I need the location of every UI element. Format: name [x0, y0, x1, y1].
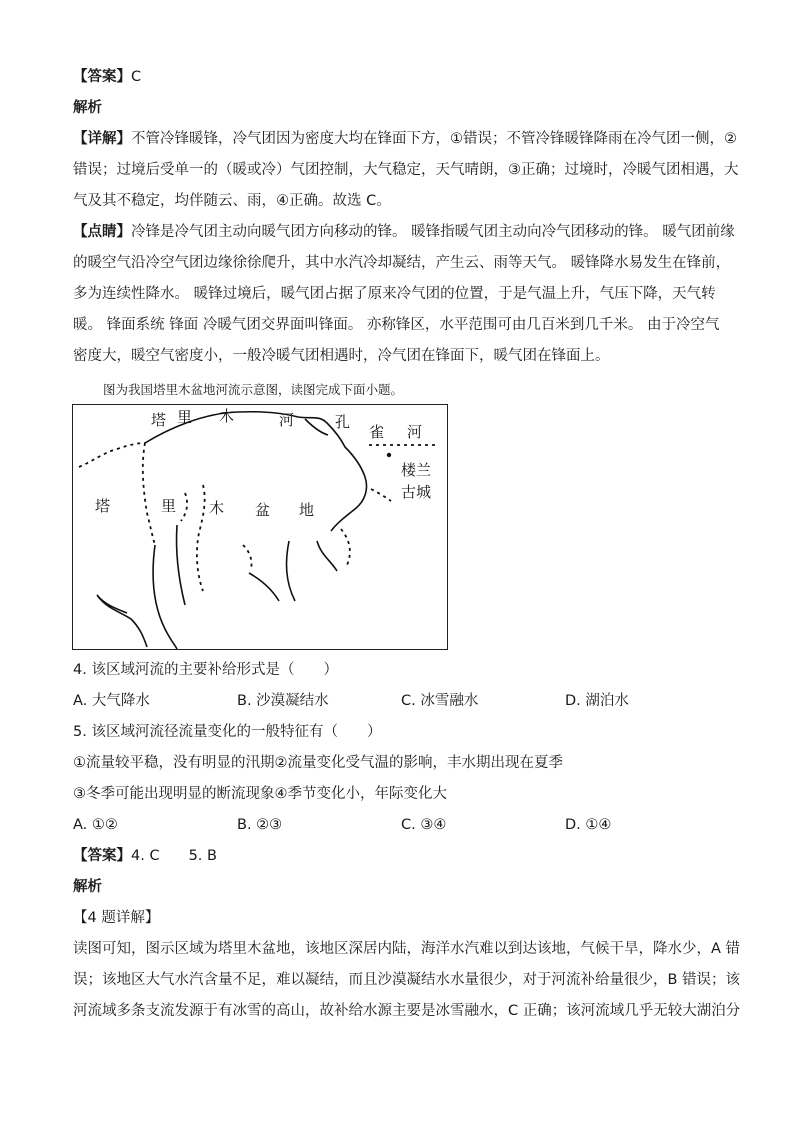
- analysis-label: 解析: [73, 100, 102, 116]
- answer-block-2: [73, 841, 741, 1027]
- tip-line: 的暖空气沿冷空气团边缘徐徐爬升，其中水汽冷却凝结，产生云、雨等天气。 暖锋降水易发生在锋前，: [73, 255, 731, 271]
- tip-line: 暖。 锋面系统 锋面 冷暖气团交界面叫锋面。 亦称锋区，水平范围可由几百米到几千米。 由于冷空气: [73, 317, 720, 333]
- southern-river-3: [176, 525, 185, 605]
- detail-tag: 【详解】: [73, 131, 131, 147]
- detail-line: 气及其不稳定，均伴随云、雨，④正确。故选 C。: [73, 193, 391, 209]
- river-lines: [73, 405, 447, 649]
- question-5-statement-1: ①流量较平稳，没有明显的汛期②流量变化受气温的影响，丰水期出现在夏季: [73, 755, 563, 771]
- question-4-options: [73, 686, 733, 717]
- analysis-label-2: 解析: [73, 879, 102, 895]
- answer-line: [73, 62, 723, 93]
- question-5-stem: 5. 该区域河流径流量变化的一般特征有（ ）: [73, 724, 382, 740]
- detail-4-line: 误；该地区大气水汽含量不足，难以凝结，而且沙漠凝结水水量很少，对于河流补给量很少，B 错误；该: [73, 972, 741, 988]
- question-5-statement-2: ③冬季可能出现明显的断流现象④季节变化小，年际变化大: [73, 786, 447, 802]
- dashed-river-hotan: [197, 485, 205, 591]
- tip-text: 冷锋是冷气团主动向暖气团方向移动的锋。 暖锋指暖气团主动向冷气团移动的锋。 暖气团前缘: [131, 224, 735, 240]
- answer-value: C: [131, 69, 142, 85]
- detail-4-line: 读图可知，图示区域为塔里木盆地，该地区深居内陆，海洋水汽难以到达该地，气候干旱，降水少，A 错: [73, 941, 741, 957]
- dashed-river-south-2: [341, 529, 350, 565]
- tarim-basin-map: [72, 404, 448, 650]
- detail-line: [73, 124, 737, 155]
- question-4: [73, 655, 733, 717]
- label-di: 地: [299, 501, 315, 519]
- loulan-marker: [387, 453, 391, 457]
- label-mu-2: 木: [209, 499, 225, 517]
- q4-option-c: C. 冰雪融水: [401, 693, 479, 709]
- label-he-2: 河: [407, 423, 423, 441]
- question-5-options: [73, 810, 733, 841]
- q4-option-b: B. 沙漠凝结水: [237, 693, 329, 709]
- tip-line: [73, 217, 735, 248]
- q5-option-d: D. ①④: [565, 817, 612, 833]
- southern-river-6: [317, 541, 337, 571]
- dashed-river-northwest: [79, 443, 145, 467]
- question-5: [73, 717, 733, 841]
- dashed-river-south-1: [243, 545, 252, 569]
- detail-line: 错误；过境后受单一的（暖或冷）气团控制，大气稳定，天气晴朗，③正确；过境时，冷暖气团相遇，大: [73, 162, 739, 178]
- dashed-river-west: [143, 443, 155, 545]
- label-mu-1: 木: [219, 407, 235, 425]
- tip-line: 密度大，暖空气密度小，一般冷暖气团相遇时，冷气团在锋面下，暖气团在锋面上。: [73, 348, 610, 364]
- label-he-1: 河: [279, 411, 295, 429]
- sub-detail-tag: 【4 题详解】: [73, 910, 160, 926]
- question-4-stem: 4. 该区域河流的主要补给形式是（ ）: [73, 662, 338, 678]
- analysis-line: [73, 93, 723, 124]
- analysis-line-2: [73, 872, 733, 903]
- detail-4-line: 河流域多条支流发源于有冰雪的高山，故补给水源主要是冰雪融水，C 正确；该河流域几乎无较大湖泊分: [73, 1003, 741, 1019]
- southern-river-2: [153, 545, 177, 649]
- label-li-2: 里: [161, 497, 177, 515]
- label-ta-1: 塔: [151, 411, 167, 429]
- q4-option-a: A. 大气降水: [73, 693, 150, 709]
- dashed-river-east: [371, 489, 391, 501]
- answer-tag: 【答案】: [73, 69, 131, 85]
- q5-option-b: B. ②③: [237, 817, 283, 833]
- detail-text: 不管冷锋暖锋，冷气团因为密度大均在锋面下方，①错误；不管冷锋暖锋降雨在冷气团一侧，②: [131, 131, 737, 147]
- label-pen: 盆: [255, 501, 271, 519]
- label-kong: 孔: [335, 413, 351, 431]
- label-loulan: 楼兰: [401, 461, 432, 479]
- label-que: 雀: [369, 423, 385, 441]
- tip-tag: 【点睛】: [73, 224, 131, 240]
- q5-option-c: C. ③④: [401, 817, 447, 833]
- figure-caption: 图为我国塔里木盆地河流示意图，读图完成下面小题。: [103, 382, 404, 397]
- dashed-river-aksu: [181, 493, 187, 521]
- tip-line: 多为连续性降水。 暖锋过境后，暖气团占据了原来冷气团的位置，于是气温上升，气压下降，天气转: [73, 286, 716, 302]
- southern-river-1: [97, 595, 147, 647]
- answer-block-1: [73, 62, 739, 372]
- label-ta-2: 塔: [95, 497, 111, 515]
- answer-tag-2: 【答案】: [73, 848, 131, 864]
- answer-line-2: [73, 841, 733, 872]
- answer-value-2: 4. C 5. B: [131, 848, 217, 864]
- q4-option-d: D. 湖泊水: [565, 693, 629, 709]
- q5-option-a: A. ①②: [73, 817, 118, 833]
- southern-river-4: [249, 573, 279, 601]
- label-gucheng: 古城: [401, 483, 432, 501]
- label-li-1: 里: [177, 408, 193, 426]
- southern-river-5: [287, 541, 295, 601]
